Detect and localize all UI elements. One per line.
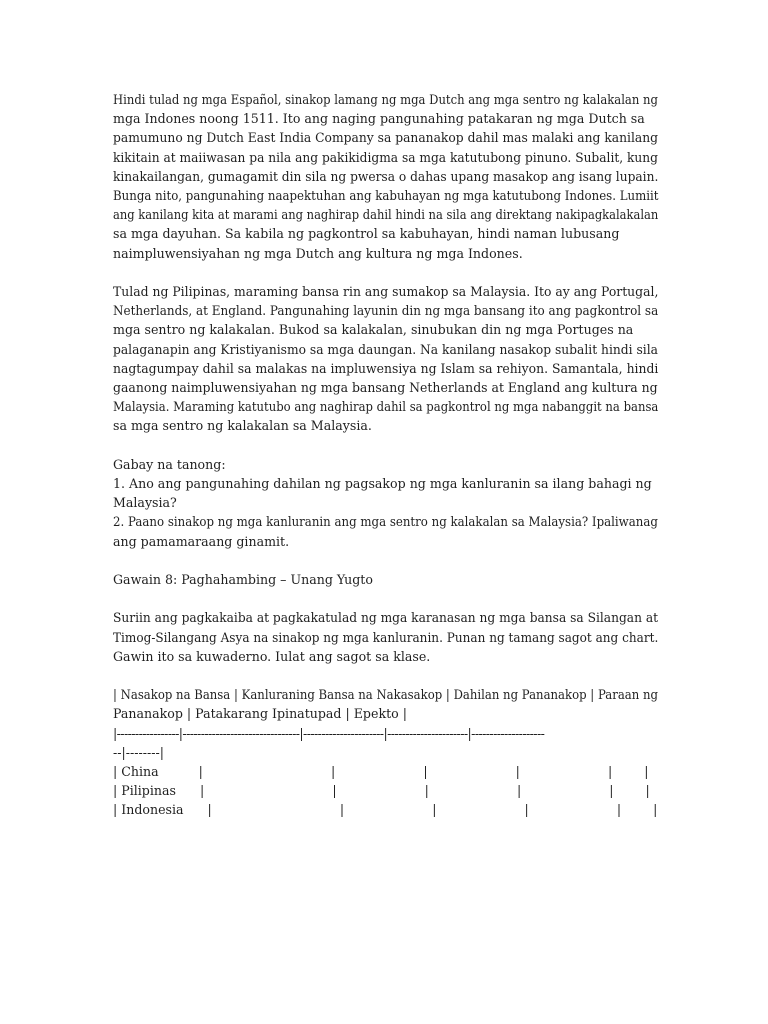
text-line: naimpluwensiyahan ng mga Dutch ang kultura ng mga Indones. — [113, 245, 523, 261]
chart-separator-line: |-----------------|--------------------------------|----------------------|----------------------|-------------------- — [113, 725, 545, 741]
text-line: Bunga nito, pangunahing naapektuhan ang kabuhayan ng mga katutubong Indones. Lumiit — [113, 188, 659, 204]
guide-question-line: ang pamamaraang ginamit. — [113, 533, 290, 549]
text-line: Netherlands, at England. Pangunahing layunin din ng mga bansang ito ang pagkontrol sa — [113, 303, 659, 319]
text-line: pamumuno ng Dutch East India Company sa pananakop dahil mas malaki ang kanilang — [113, 130, 659, 146]
text-line: kinakailangan, gumagamit din sila ng pwersa o dahas upang masakop ang isang lupain. — [113, 168, 659, 184]
chart-separator-line: --|--------| — [113, 744, 165, 760]
guide-question-line: 2. Paano sinakop ng mga kanluranin ang mga sentro ng kalakalan sa Malaysia? Ipaliwanag — [113, 514, 658, 530]
guide-questions — [113, 455, 658, 551]
text-line: Suriin ang pagkakaiba at pagkakatulad ng mga karanasan ng mga bansa sa Silangan at — [113, 610, 659, 626]
text-line: sa mga dayuhan. Sa kabila ng pagkontrol sa kabuhayan, hindi naman lubusang — [113, 226, 620, 242]
paragraph-dutch-indonesia — [113, 90, 658, 263]
activity-title — [113, 570, 658, 589]
activity-title-text: Gawain 8: Paghahambing – Unang Yugto — [113, 572, 373, 588]
text-line: Hindi tulad ng mga Español, sinakop lamang ng mga Dutch ang mga sentro ng kalakalan ng — [113, 92, 658, 107]
guide-heading: Gabay na tanong: — [113, 456, 226, 472]
activity-instructions — [113, 608, 658, 666]
text-line: palaganapin ang Kristiyanismo sa mga daungan. Na kanilang nasakop subalit hindi sila — [113, 341, 658, 357]
text-line: gaanong naimpluwensiyahan ng mga bansang Netherlands at England ang kultura ng — [113, 380, 658, 396]
text-line: Tulad ng Pilipinas, maraming bansa rin ang sumakop sa Malaysia. Ito ay ang Portugal, — [113, 284, 659, 300]
chart-row-pilipinas: | Pilipinas | | | | | | — [113, 783, 650, 799]
chart-row-indonesia: | Indonesia | | | | | | — [113, 802, 658, 818]
text-line: mga sentro ng kalakalan. Bukod sa kalakalan, sinubukan din ng mga Portuges na — [113, 322, 634, 338]
chart-row-china: | China | | | | | | — [113, 764, 649, 780]
text-line: sa mga sentro ng kalakalan sa Malaysia. — [113, 418, 372, 434]
guide-question-line: 1. Ano ang pangunahing dahilan ng pagsakop ng mga kanluranin sa ilang bahagi ng — [113, 476, 652, 492]
text-line: mga Indones noong 1511. Ito ang naging pangunahing patakaran ng mga Dutch sa — [113, 111, 645, 127]
text-line: ang kanilang kita at marami ang naghirap dahil hindi na sila ang direktang nakipagkalakalan — [113, 207, 659, 223]
text-line: kikitain at maiiwasan pa nila ang pakikidigma sa mga katutubong pinuno. Subalit, kung — [113, 149, 658, 165]
guide-question-line: Malaysia? — [113, 495, 177, 511]
text-line: Gawin ito sa kuwaderno. Iulat ang sagot sa klase. — [113, 648, 431, 664]
text-line: nagtagumpay dahil sa malakas na impluwensiya ng Islam sa rehiyon. Samantala, hindi — [113, 360, 659, 376]
text-line: Malaysia. Maraming katutubo ang naghirap dahil sa pagkontrol ng mga nabanggit na bansa — [113, 399, 659, 415]
paragraph-malaysia — [113, 282, 658, 436]
chart-header-line: Pananakop | Patakarang Ipinatupad | Epekto | — [113, 706, 407, 722]
document-page — [113, 90, 658, 839]
text-line: Timog-Silangang Asya na sinakop ng mga kanluranin. Punan ng tamang sagot ang chart. — [113, 629, 659, 645]
chart-header-line: | Nasakop na Bansa | Kanluraning Bansa na Nakasakop | Dahilan ng Pananakop | Paraan ng — [113, 687, 658, 703]
comparison-chart-text — [113, 685, 658, 819]
